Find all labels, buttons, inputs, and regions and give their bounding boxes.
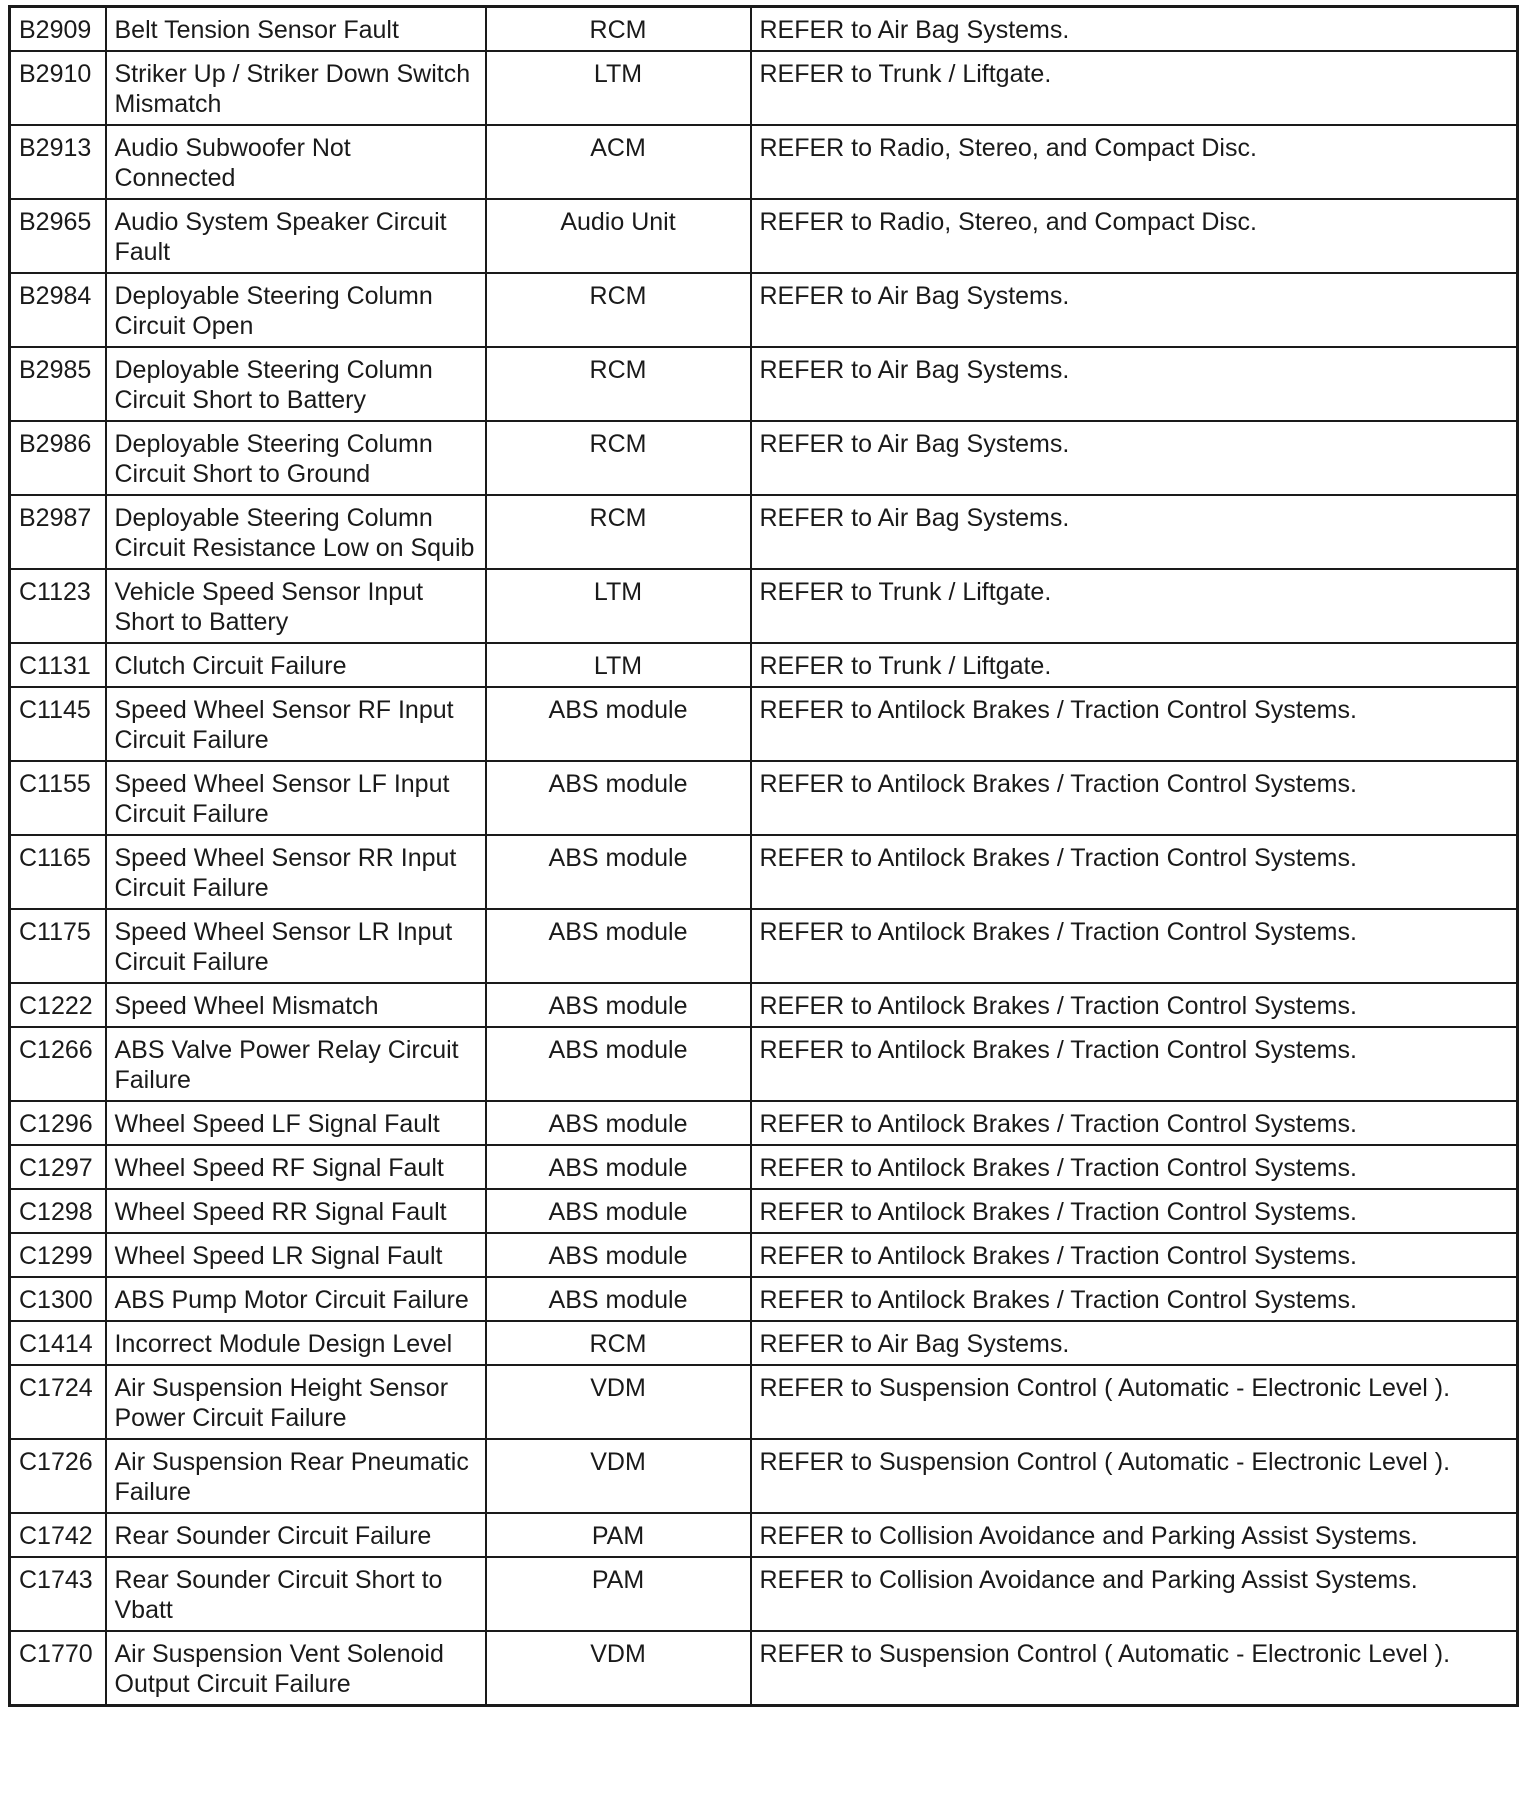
dtc-module: LTM bbox=[486, 51, 751, 125]
table-row bbox=[10, 1557, 1518, 1631]
dtc-code: C1724 bbox=[10, 1365, 106, 1439]
dtc-description: Audio Subwoofer Not Connected bbox=[106, 125, 486, 199]
dtc-module: RCM bbox=[486, 421, 751, 495]
dtc-description: Vehicle Speed Sensor Input Short to Battery bbox=[106, 569, 486, 643]
dtc-action: REFER to Suspension Control ( Automatic - Electronic Level ). bbox=[751, 1631, 1518, 1706]
table-row bbox=[10, 7, 1518, 52]
dtc-code: C1770 bbox=[10, 1631, 106, 1706]
table-row bbox=[10, 1027, 1518, 1101]
table-row bbox=[10, 983, 1518, 1027]
dtc-module: RCM bbox=[486, 273, 751, 347]
dtc-action: REFER to Trunk / Liftgate. bbox=[751, 51, 1518, 125]
dtc-description: Rear Sounder Circuit Short to Vbatt bbox=[106, 1557, 486, 1631]
dtc-code: B2909 bbox=[10, 7, 106, 52]
dtc-action: REFER to Air Bag Systems. bbox=[751, 1321, 1518, 1365]
dtc-module: RCM bbox=[486, 1321, 751, 1365]
dtc-description: Rear Sounder Circuit Failure bbox=[106, 1513, 486, 1557]
dtc-action: REFER to Radio, Stereo, and Compact Disc. bbox=[751, 125, 1518, 199]
table-row bbox=[10, 1631, 1518, 1706]
dtc-module: ABS module bbox=[486, 1027, 751, 1101]
table-row bbox=[10, 1233, 1518, 1277]
dtc-code: C1299 bbox=[10, 1233, 106, 1277]
dtc-code: B2986 bbox=[10, 421, 106, 495]
dtc-description: Deployable Steering Column Circuit Open bbox=[106, 273, 486, 347]
dtc-table-body bbox=[10, 7, 1518, 1706]
dtc-action: REFER to Antilock Brakes / Traction Control Systems. bbox=[751, 1189, 1518, 1233]
dtc-code: C1266 bbox=[10, 1027, 106, 1101]
dtc-description: Speed Wheel Sensor LF Input Circuit Failure bbox=[106, 761, 486, 835]
dtc-description: Speed Wheel Sensor LR Input Circuit Failure bbox=[106, 909, 486, 983]
table-row bbox=[10, 835, 1518, 909]
table-row bbox=[10, 1277, 1518, 1321]
dtc-description: Deployable Steering Column Circuit Short to Ground bbox=[106, 421, 486, 495]
table-row bbox=[10, 761, 1518, 835]
dtc-description: Striker Up / Striker Down Switch Mismatch bbox=[106, 51, 486, 125]
dtc-action: REFER to Antilock Brakes / Traction Control Systems. bbox=[751, 1027, 1518, 1101]
table-row bbox=[10, 125, 1518, 199]
dtc-description: Speed Wheel Sensor RF Input Circuit Failure bbox=[106, 687, 486, 761]
dtc-table bbox=[8, 5, 1519, 1707]
dtc-action: REFER to Antilock Brakes / Traction Control Systems. bbox=[751, 687, 1518, 761]
dtc-action: REFER to Air Bag Systems. bbox=[751, 273, 1518, 347]
dtc-code: C1742 bbox=[10, 1513, 106, 1557]
dtc-module: ABS module bbox=[486, 1277, 751, 1321]
table-row bbox=[10, 1365, 1518, 1439]
dtc-action: REFER to Antilock Brakes / Traction Control Systems. bbox=[751, 1145, 1518, 1189]
dtc-code: C1222 bbox=[10, 983, 106, 1027]
dtc-module: ABS module bbox=[486, 909, 751, 983]
table-row bbox=[10, 347, 1518, 421]
dtc-code: B2984 bbox=[10, 273, 106, 347]
dtc-action: REFER to Radio, Stereo, and Compact Disc. bbox=[751, 199, 1518, 273]
table-row bbox=[10, 495, 1518, 569]
dtc-module: VDM bbox=[486, 1439, 751, 1513]
dtc-action: REFER to Collision Avoidance and Parking Assist Systems. bbox=[751, 1513, 1518, 1557]
dtc-table-page bbox=[8, 5, 1516, 1707]
dtc-description: Wheel Speed LF Signal Fault bbox=[106, 1101, 486, 1145]
table-row bbox=[10, 273, 1518, 347]
dtc-module: RCM bbox=[486, 495, 751, 569]
dtc-module: LTM bbox=[486, 643, 751, 687]
dtc-action: REFER to Antilock Brakes / Traction Control Systems. bbox=[751, 835, 1518, 909]
dtc-description: Clutch Circuit Failure bbox=[106, 643, 486, 687]
dtc-code: C1726 bbox=[10, 1439, 106, 1513]
dtc-description: Audio System Speaker Circuit Fault bbox=[106, 199, 486, 273]
dtc-description: ABS Pump Motor Circuit Failure bbox=[106, 1277, 486, 1321]
dtc-module: ABS module bbox=[486, 1189, 751, 1233]
dtc-code: C1175 bbox=[10, 909, 106, 983]
dtc-code: C1414 bbox=[10, 1321, 106, 1365]
dtc-action: REFER to Suspension Control ( Automatic - Electronic Level ). bbox=[751, 1439, 1518, 1513]
dtc-code: C1131 bbox=[10, 643, 106, 687]
dtc-action: REFER to Suspension Control ( Automatic - Electronic Level ). bbox=[751, 1365, 1518, 1439]
dtc-module: ABS module bbox=[486, 761, 751, 835]
dtc-description: Speed Wheel Sensor RR Input Circuit Failure bbox=[106, 835, 486, 909]
table-row bbox=[10, 687, 1518, 761]
dtc-description: Belt Tension Sensor Fault bbox=[106, 7, 486, 52]
dtc-module: VDM bbox=[486, 1365, 751, 1439]
dtc-action: REFER to Air Bag Systems. bbox=[751, 421, 1518, 495]
dtc-module: ABS module bbox=[486, 1145, 751, 1189]
dtc-module: RCM bbox=[486, 347, 751, 421]
dtc-description: Speed Wheel Mismatch bbox=[106, 983, 486, 1027]
dtc-action: REFER to Antilock Brakes / Traction Control Systems. bbox=[751, 1277, 1518, 1321]
dtc-code: B2985 bbox=[10, 347, 106, 421]
dtc-module: LTM bbox=[486, 569, 751, 643]
dtc-description: Incorrect Module Design Level bbox=[106, 1321, 486, 1365]
dtc-action: REFER to Antilock Brakes / Traction Control Systems. bbox=[751, 909, 1518, 983]
dtc-action: REFER to Trunk / Liftgate. bbox=[751, 643, 1518, 687]
dtc-description: ABS Valve Power Relay Circuit Failure bbox=[106, 1027, 486, 1101]
dtc-description: Wheel Speed RR Signal Fault bbox=[106, 1189, 486, 1233]
dtc-code: C1155 bbox=[10, 761, 106, 835]
table-row bbox=[10, 1513, 1518, 1557]
dtc-action: REFER to Collision Avoidance and Parking Assist Systems. bbox=[751, 1557, 1518, 1631]
dtc-module: ABS module bbox=[486, 983, 751, 1027]
dtc-code: C1297 bbox=[10, 1145, 106, 1189]
dtc-action: REFER to Antilock Brakes / Traction Control Systems. bbox=[751, 761, 1518, 835]
dtc-code: B2913 bbox=[10, 125, 106, 199]
dtc-module: PAM bbox=[486, 1557, 751, 1631]
dtc-description: Deployable Steering Column Circuit Resistance Low on Squib bbox=[106, 495, 486, 569]
dtc-code: C1165 bbox=[10, 835, 106, 909]
dtc-module: ABS module bbox=[486, 687, 751, 761]
table-row bbox=[10, 1439, 1518, 1513]
dtc-code: B2987 bbox=[10, 495, 106, 569]
dtc-action: REFER to Antilock Brakes / Traction Control Systems. bbox=[751, 1233, 1518, 1277]
dtc-code: B2965 bbox=[10, 199, 106, 273]
dtc-code: C1123 bbox=[10, 569, 106, 643]
table-row bbox=[10, 1145, 1518, 1189]
dtc-action: REFER to Antilock Brakes / Traction Control Systems. bbox=[751, 983, 1518, 1027]
table-row bbox=[10, 1321, 1518, 1365]
dtc-description: Air Suspension Vent Solenoid Output Circuit Failure bbox=[106, 1631, 486, 1706]
table-row bbox=[10, 909, 1518, 983]
dtc-code: C1743 bbox=[10, 1557, 106, 1631]
dtc-module: PAM bbox=[486, 1513, 751, 1557]
dtc-action: REFER to Trunk / Liftgate. bbox=[751, 569, 1518, 643]
dtc-action: REFER to Air Bag Systems. bbox=[751, 495, 1518, 569]
table-row bbox=[10, 51, 1518, 125]
dtc-code: C1296 bbox=[10, 1101, 106, 1145]
dtc-module: VDM bbox=[486, 1631, 751, 1706]
dtc-action: REFER to Air Bag Systems. bbox=[751, 7, 1518, 52]
dtc-description: Deployable Steering Column Circuit Short to Battery bbox=[106, 347, 486, 421]
dtc-description: Air Suspension Rear Pneumatic Failure bbox=[106, 1439, 486, 1513]
table-row bbox=[10, 421, 1518, 495]
dtc-code: C1300 bbox=[10, 1277, 106, 1321]
table-row bbox=[10, 1101, 1518, 1145]
dtc-code: C1298 bbox=[10, 1189, 106, 1233]
dtc-description: Wheel Speed LR Signal Fault bbox=[106, 1233, 486, 1277]
table-row bbox=[10, 199, 1518, 273]
dtc-module: ACM bbox=[486, 125, 751, 199]
dtc-description: Wheel Speed RF Signal Fault bbox=[106, 1145, 486, 1189]
table-row bbox=[10, 643, 1518, 687]
dtc-code: C1145 bbox=[10, 687, 106, 761]
dtc-description: Air Suspension Height Sensor Power Circuit Failure bbox=[106, 1365, 486, 1439]
dtc-module: ABS module bbox=[486, 1233, 751, 1277]
dtc-module: RCM bbox=[486, 7, 751, 52]
table-row bbox=[10, 569, 1518, 643]
dtc-module: ABS module bbox=[486, 835, 751, 909]
dtc-action: REFER to Antilock Brakes / Traction Control Systems. bbox=[751, 1101, 1518, 1145]
dtc-module: Audio Unit bbox=[486, 199, 751, 273]
table-row bbox=[10, 1189, 1518, 1233]
dtc-action: REFER to Air Bag Systems. bbox=[751, 347, 1518, 421]
dtc-code: B2910 bbox=[10, 51, 106, 125]
dtc-module: ABS module bbox=[486, 1101, 751, 1145]
